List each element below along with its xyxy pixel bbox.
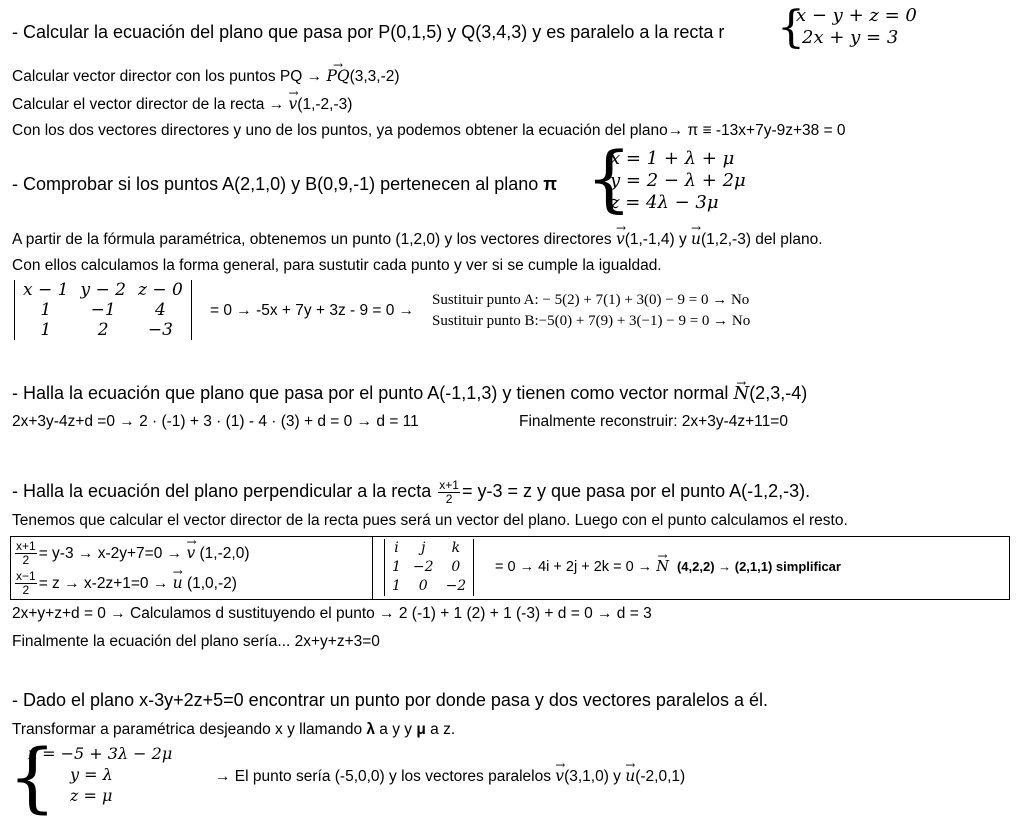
section3-title: - Halla la ecuación que plano que pasa por el punto A(-1,1,3) y tienen como vector normal → N(2,3,-4) (12, 381, 807, 406)
line-plane-equation: Con los dos vectores directores y uno de los puntos, ya podemos obtener la ecuación del plano→ π ≡ -13x+7y-9z+38 = 0 (12, 122, 846, 139)
section2-title: - Comprobar si los puntos A(2,1,0) y B(0,9,-1) pertenecen al plano π (12, 174, 558, 194)
determinant-ijk: i j k 1 −2 0 1 0 −2 (384, 539, 474, 596)
system-parametric-result: x = −5 + 3λ − 2μ y = λ z = μ (28, 744, 173, 805)
determinant-ijk-result: = 0 → 4i + 2j + 2k = 0 → → N (4,2,2) → (2,1,1) simplificar (495, 557, 841, 577)
line-d-substitution: 2x+y+z+d = 0 → Calculamos d sustituyendo el punto → 2 (-1) + 1 (2) + 1 (-3) + d = 0 → d = 3 (12, 605, 652, 622)
brace-icon: { (586, 136, 632, 220)
box-line-v: $\frac{x+1}{2}$ = y-3 → x-2y+7=0 → → v (1,-2,0) (13, 540, 249, 567)
line-reconstruct: Finalmente reconstruir: 2x+3y-4z+11=0 (519, 413, 788, 430)
line-pq-vector: Calcular vector director con los puntos PQ → → PQ(3,3,-2) (12, 66, 400, 87)
determinant-plane: x − 1 y − 2 z − 0 1 −1 4 1 2 −3 (14, 280, 192, 340)
section5-title: - Dado el plano x-3y+2z+5=0 encontrar un punto por donde pasa y dos vectores paralelos a él. (12, 690, 768, 710)
substitute-point-b: Sustituir punto B:−5(0) + 7(9) + 3(−1) − 9 = 0 → No (432, 313, 751, 329)
determinant-result: = 0 → -5x + 7y + 3z - 9 = 0 → (210, 302, 415, 319)
box-line-u: $\frac{x-1}{2}$ = z → x-2z+1=0 → → u (1,0,-2) (13, 570, 237, 597)
calculation-box (10, 536, 1010, 600)
line-final-plane: Finalmente la ecuación del plano sería... 2x+y+z+3=0 (12, 633, 380, 650)
line-d-value: 2x+3y-4z+d =0 → 2 · (-1) + 3 · (1) - 4 · (3) + d = 0 → d = 11 (12, 413, 419, 430)
brace-icon: { (8, 732, 57, 821)
line-director-vector: Tenemos que calcular el vector director de la recta pues será un vector del plano. Luego con el punto calculamos el resto. (12, 512, 848, 529)
substitute-point-a: Sustituir punto A: − 5(2) + 7(1) + 3(0) − 9 = 0 → No (432, 292, 750, 308)
section4-title: - Halla la ecuación del plano perpendicular a la recta $\frac{x+1}{2}$ = y-3 = z y que pasa por el punto A(-1,2,-3). (12, 477, 811, 506)
fraction: $\frac{x+1}{2}$ (439, 477, 459, 506)
line-transform: Transformar a paramétrica desjeando x y llamando λ a y y μ a z. (12, 721, 456, 738)
brace-icon: { (777, 2, 805, 53)
section1-title: - Calcular la ecuación del plano que pasa por P(0,1,5) y Q(3,4,3) y es paralelo a la recta r (12, 22, 725, 42)
line-point-vectors: A partir de la fórmula paramétrica, obtenemos un punto (1,2,0) y los vectores directores → v(1,-1,4) y → u(1,2,-3) del plano. (12, 229, 823, 250)
line-v-vector: Calcular el vector director de la recta → → v(1,-2,-3) (12, 94, 352, 115)
system-r: x − y + z = 0 2x + y = 3 (796, 5, 917, 48)
system-parametric: x = 1 + λ + μ y = 2 − λ + 2μ z = 4λ − 3μ (610, 148, 746, 213)
box-divider (372, 537, 373, 599)
line-point-result: → El punto sería (-5,0,0) y los vectores paralelos → v(3,1,0) y → u(-2,0,1) (215, 766, 685, 787)
line-general-form: Con ellos calculamos la forma general, para sustutir cada punto y ver si se cumple la igualdad. (12, 257, 662, 274)
